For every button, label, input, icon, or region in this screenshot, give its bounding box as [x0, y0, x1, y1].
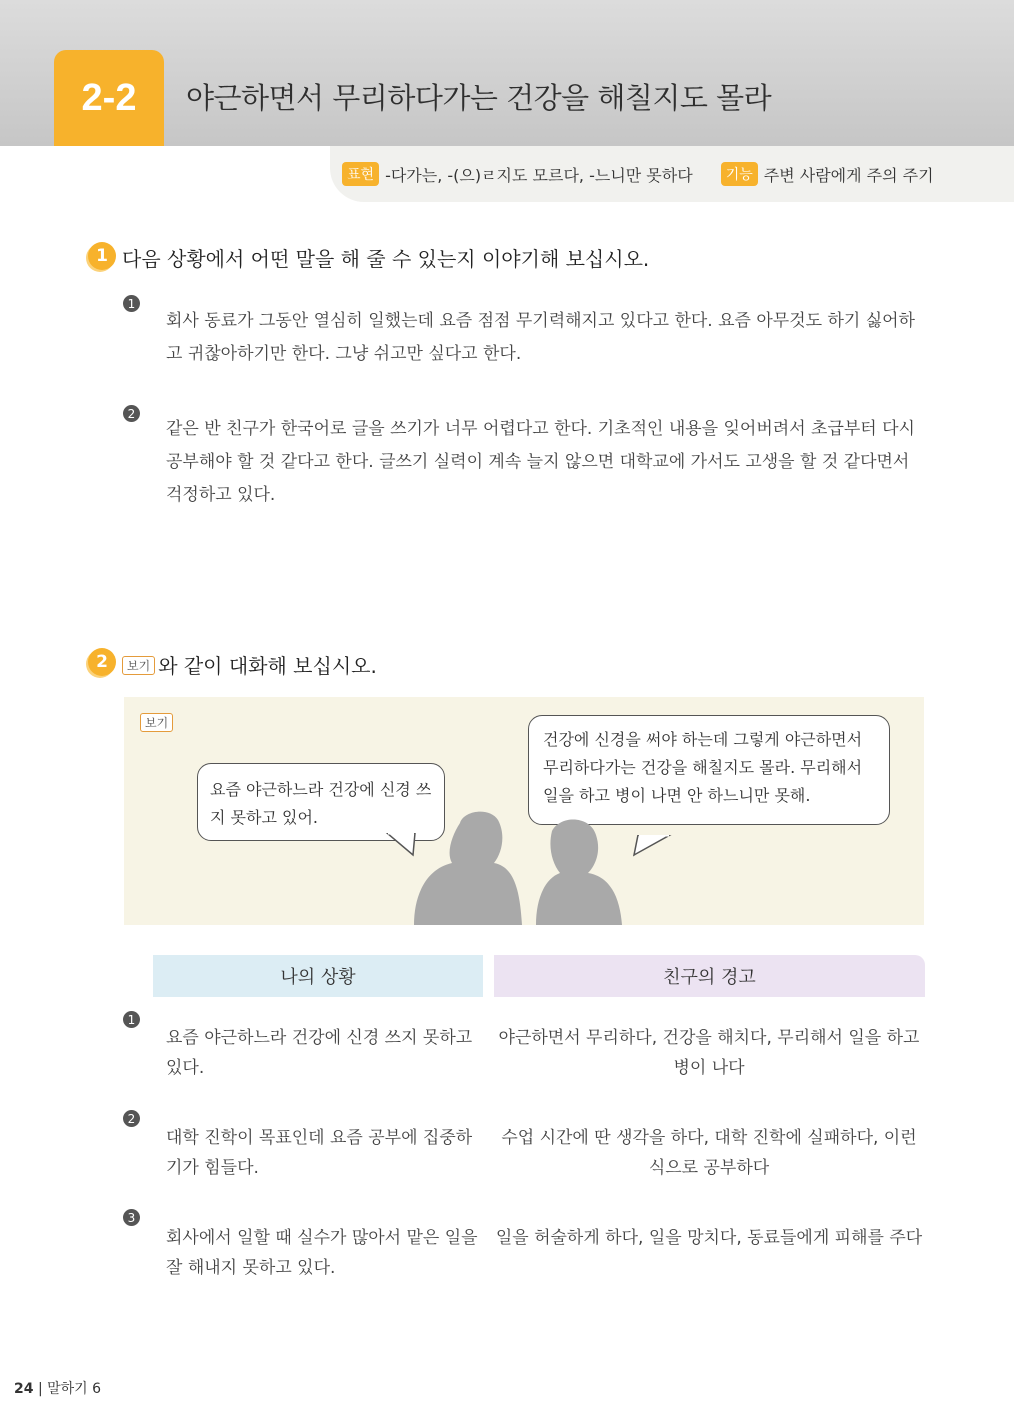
lesson-title: 야근하면서 무리하다가는 건강을 해칠지도 몰라 — [186, 81, 772, 115]
speech-bubble-left — [197, 763, 445, 841]
table-header-my-situation: 나의 상황 — [153, 955, 483, 997]
book-title: 말하기 6 — [47, 1381, 102, 1397]
item-marker: 2 — [123, 405, 140, 422]
page-number: 24 — [14, 1381, 34, 1397]
row-1-warning: 야근하면서 무리하다, 건강을 해치다, 무리해서 일을 하고 병이 나다 — [498, 1028, 920, 1078]
two-people-silhouette-icon — [412, 805, 632, 925]
question-2-instruction-text: 와 같이 대화해 보십시오. — [158, 654, 377, 678]
question-2-number: 2 — [88, 648, 116, 676]
row-marker: 3 — [123, 1209, 140, 1226]
row-3-warning: 일을 허술하게 하다, 일을 망치다, 동료들에게 피해를 주다 — [495, 1228, 923, 1248]
row-2-situation: 대학 진학이 목표인데 요즘 공부에 집중하기가 힘들다. — [166, 1128, 473, 1178]
question-2-instruction — [122, 650, 377, 679]
row-1-situation: 요즘 야근하느라 건강에 신경 쓰지 못하고 있다. — [166, 1028, 473, 1078]
row-3-situation: 회사에서 일할 때 실수가 많아서 맡은 일을 잘 해내지 못하고 있다. — [166, 1228, 478, 1278]
speaker-2-line: 건강에 신경을 써야 하는데 그렇게 야근하면서 무리하다가는 건강을 해칠지도 몰라. 무리해서 일을 하고 병이 나면 안 하느니만 못해. — [543, 730, 863, 805]
question-1-item-1-text: 회사 동료가 그동안 열심히 일했는데 요즘 점점 무기력해지고 있다고 한다. 요즘 아무것도 하기 싫어하고 귀찮아하기만 한다. 그냥 쉬고만 싶다고 한다. — [166, 311, 915, 364]
expression-text: -다가는, -(으)ㄹ지도 모르다, -느니만 못하다 — [385, 165, 693, 185]
tag-row — [342, 162, 934, 186]
item-marker: 1 — [123, 295, 140, 312]
function-tag: 기능 — [721, 162, 758, 186]
speech-bubble-right-tail — [630, 835, 680, 859]
row-marker: 1 — [123, 1011, 140, 1028]
function-text: 주변 사람에게 주의 주기 — [763, 165, 934, 185]
speaker-1-line: 요즘 야근하느라 건강에 신경 쓰지 못하고 있어. — [210, 780, 432, 827]
footer-divider: | — [37, 1381, 48, 1397]
question-1-item-2-text: 같은 반 친구가 한국어로 글을 쓰기가 너무 어렵다고 한다. 기초적인 내용을 잊어버려서 초급부터 다시 공부해야 할 것 같다고 한다. 글쓰기 실력이 계속 늘지 않으면 대학교에 가서도 고생을 할 것 같다면서 걱정하고 있다. — [166, 419, 915, 505]
example-label: 보기 — [140, 713, 173, 732]
row-marker: 2 — [123, 1110, 140, 1127]
page-footer — [14, 1378, 101, 1398]
question-1-instruction: 다음 상황에서 어떤 말을 해 줄 수 있는지 이야기해 보십시오. — [122, 247, 650, 271]
lesson-number-badge: 2-2 — [54, 50, 164, 146]
row-2-warning: 수업 시간에 딴 생각을 하다, 대학 진학에 실패하다, 이런 식으로 공부하다 — [501, 1128, 917, 1178]
bogi-tag: 보기 — [122, 656, 155, 675]
expression-tag: 표현 — [342, 162, 379, 186]
question-1-number: 1 — [88, 242, 116, 270]
table-header-friend-warning: 친구의 경고 — [494, 955, 925, 997]
